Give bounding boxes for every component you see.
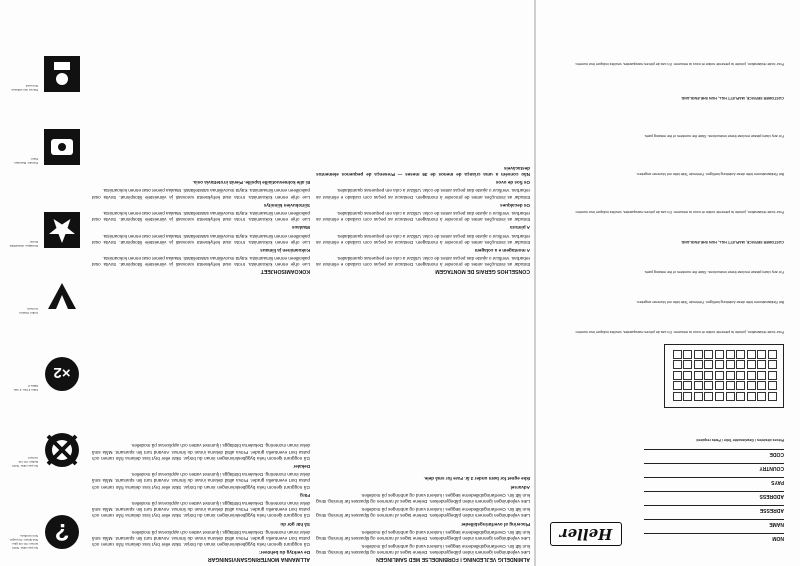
legend-item	[8, 506, 82, 556]
column-danish	[316, 282, 530, 562]
parts-grid-cell[interactable]	[757, 360, 766, 369]
fineprint-fr: Pour toute réclamation, joindre la présente notice et nous la retourner. En cas de pièces manquantes, veuillez indiquer leur numéro.	[574, 330, 784, 334]
parts-grid-cell[interactable]	[694, 350, 703, 359]
question-icon	[42, 512, 82, 552]
svg-text:?: ?	[54, 518, 70, 545]
parts-grid-cell[interactable]	[768, 371, 777, 380]
legend-item	[8, 348, 82, 398]
parts-grid-cell[interactable]	[704, 381, 713, 390]
legend-item	[8, 271, 82, 321]
legend-item	[8, 48, 82, 98]
parts-grid-cell[interactable]	[747, 371, 756, 380]
legend-label: Coller. Kleben. Cement.	[18, 307, 38, 315]
section-heading: ALMINDELIG VEJLEDNING I FORBINDELSE MED SAMLINGEN	[376, 556, 530, 562]
section-body: Læs vejledningen igennem inden påbegyndelsen. Delene tages af rammen og tilpasses før limning. Brug kun lidt lim. Overføringsbillederne lægges i lunkent vand og anbringes på modellen.	[316, 507, 530, 519]
parts-grid-cell[interactable]	[683, 360, 692, 369]
parts-grid-cell[interactable]	[726, 392, 735, 401]
parts-request-grid[interactable]	[664, 344, 784, 408]
legend-label: Décalque. Abziehbild. Decal.	[9, 240, 38, 248]
column-finnish	[92, 4, 310, 274]
parts-grid-cell[interactable]	[736, 350, 745, 359]
section-subhead: A montagem e a colagem	[474, 248, 530, 253]
parts-grid-cell[interactable]	[683, 371, 692, 380]
fold-divider	[534, 0, 536, 566]
warning-text: Ei alle kolmevuotiaille lapsille. Pieniä irrotettavia osia.	[192, 180, 310, 186]
parts-grid-cell[interactable]	[694, 371, 703, 380]
parts-grid-cell[interactable]	[715, 350, 724, 359]
parts-grid-cell[interactable]	[736, 381, 745, 390]
section-subhead: Kokoaminen ja liimaus	[260, 248, 310, 253]
section-body: Gå noggrant igenom hela byggbeskrivningen innan du börjar. Skär eller bryt loss delarna från ramen och putsa bort eventuella grader. Pröva alltid delarna innan du limmar. Använd tunt lim sparsamt. Måla små delar innan montering. Dekalerna blötläggs i ljummet vatten och appliceras på modellen.	[92, 500, 310, 519]
section-body: Læs vejledningen igennem inden påbegyndelsen. Delene tages af rammen og tilpasses før limning. Brug kun lidt lim. Overføringsbillederne lægges i lunkent vand og anbringes på modellen.	[316, 492, 530, 504]
icon-legend	[0, 0, 90, 566]
parts-label: Pièces désirées / Gewünschte Teile / Parts required	[696, 438, 784, 442]
section-subhead: Siirtokuvien kiinnitys	[263, 202, 310, 208]
form-field-address-en[interactable]: ADDRESS	[644, 491, 784, 502]
parts-grid-cell[interactable]	[726, 350, 735, 359]
parts-grid-cell[interactable]	[704, 392, 713, 401]
form-field-country[interactable]: PAYS	[644, 477, 784, 488]
section-body: Estudar as instruções antes de proceder à montagem. Destacar as peças com cuidado e eliminar as rebarbas. Verificar o ajuste das peças antes de colar. Utilizar a cola em pequenas quantidades.	[316, 188, 530, 200]
parts-grid-cell[interactable]	[768, 360, 777, 369]
section-body: Gå noggrant igenom hela byggbeskrivningen innan du börjar. Skär eller bryt loss delarna från ramen och putsa bort eventuella grader. Pröva alltid delarna innan du limmar. Använd tunt lim sparsamt. Måla små delar innan montering. Dekalerna blötläggs i ljummet vatten och appliceras på modellen.	[92, 472, 310, 490]
section-body: Lue ohje ennen kokoamista. Irrota osat kehyksestä varovasti ja viimeistele liitospinnat. Sovita osat paikoilleen ennen liimaamista. Käytä muoviliimaa säästeliäästi. Maalaa pienet osat ennen kokoamista.	[92, 188, 310, 200]
parts-grid-cell[interactable]	[673, 350, 682, 359]
legend-label: Pièces non utilisées. Not used.	[10, 84, 38, 92]
section-subhead: Dekaler	[293, 463, 310, 469]
section-subhead: Färg	[300, 492, 310, 498]
section-body: Lue ohje ennen kokoamista. Irrota osat kehyksestä varovasti ja viimeistele liitospinnat. Sovita osat paikoilleen ennen liimaamista. Käytä muoviliimaa säästeliäästi. Maalaa pienet osat ennen kokoamista.	[92, 256, 310, 268]
section-body: Estudar as instruções antes de proceder à montagem. Destacar as peças com cuidado e eliminar as rebarbas. Verificar o ajuste das peças antes de colar. Utilizar a cola em pequenas quantidades.	[316, 256, 530, 268]
section-body: Læs vejledningen igennem inden påbegyndelsen. Delene tages af rammen og tilpasses før limning. Brug kun lidt lim. Overføringsbillederne lægges i lunkent vand og anbringes på modellen.	[316, 544, 530, 556]
alt-parts-icon	[42, 54, 82, 94]
parts-grid-cell[interactable]	[768, 392, 777, 401]
section-heading: KOKOAMISOHJEET	[260, 268, 310, 274]
parts-grid-cell[interactable]	[683, 392, 692, 401]
parts-grid-cell[interactable]	[736, 360, 745, 369]
fineprint-fr: Pour toute réclamation, joindre la présente notice et nous la retourner. En cas de pièces manquantes, veuillez indiquer leur numéro.	[574, 62, 784, 66]
parts-grid-cell[interactable]	[715, 371, 724, 380]
section-heading: ALLMÄNNA MONTERINGSANVISNINGAR	[207, 556, 310, 562]
form-field-country-en[interactable]: COUNTRY	[644, 463, 784, 474]
parts-grid-cell[interactable]	[715, 360, 724, 369]
legend-item	[8, 204, 82, 254]
parts-grid-cell[interactable]	[726, 360, 735, 369]
parts-grid-cell[interactable]	[673, 371, 682, 380]
form-field-name-en[interactable]: NAME	[644, 519, 784, 530]
fineprint-en: For any claim please enclose these instructions. State the numbers of the missing parts.	[643, 270, 784, 274]
legend-label: Ne pas coller. Nicht leimen. Do not glue. Niet lijmen. No pegar. Non incollare.	[9, 534, 38, 550]
fineprint-de: Bei Reklamationen bitte diese Anleitung beifügen. Fehlende Teile bitte mit Nummer angeben.	[636, 300, 784, 304]
parts-grid-cell[interactable]	[747, 392, 756, 401]
section-body: Estudar as instruções antes de proceder à montagem. Destacar as peças com cuidado e eliminar as rebarbas. Verificar o ajuste das peças antes de colar. Utilizar a cola em pequenas quantidades.	[316, 210, 530, 223]
order-form	[537, 0, 800, 566]
parts-grid-cell[interactable]	[694, 392, 703, 401]
parts-grid-cell[interactable]	[704, 371, 713, 380]
section-body: Estudar as instruções antes de proceder à montagem. Destacar as peças com cuidado e eliminar as rebarbas. Verificar o ajuste das peças antes de colar. Utilizar a cola em pequenas quantidades.	[316, 233, 530, 245]
parts-grid-cell[interactable]	[768, 350, 777, 359]
parts-grid-cell[interactable]	[704, 350, 713, 359]
legend-label: Peindre. Bemalen. Paint.	[13, 157, 38, 165]
parts-grid-cell[interactable]	[747, 350, 756, 359]
svg-text:×2: ×2	[53, 364, 71, 381]
parts-grid-cell[interactable]	[694, 381, 703, 390]
form-field-code[interactable]: CODE	[644, 449, 784, 460]
parts-grid-cell[interactable]	[673, 381, 682, 390]
parts-grid-cell[interactable]	[757, 350, 766, 359]
legend-label: Faire 2 fois. 2 mal. Make 2.	[13, 384, 38, 392]
paint-icon	[42, 127, 82, 167]
parts-grid-cell[interactable]	[757, 381, 766, 390]
legend-item	[8, 121, 82, 171]
parts-grid-cell[interactable]	[757, 392, 766, 401]
parts-grid-cell[interactable]	[747, 381, 756, 390]
section-subhead: Placering af overføringsbilleder	[461, 521, 530, 527]
section-body: Gå noggrant igenom hela byggbeskrivningen innan du börjar. Skär eller bryt loss delarna från ramen och putsa bort eventuella grader. Pröva alltid delarna innan du limmar. Använd tunt lim sparsamt. Måla små delar innan montering. Dekalerna blötläggs i ljummet vatten och appliceras på modellen.	[92, 443, 310, 461]
parts-grid-cell[interactable]	[683, 381, 692, 390]
no-glue-icon	[42, 430, 82, 470]
section-subhead: Os decalques	[500, 202, 530, 208]
parts-grid-cell[interactable]	[736, 371, 745, 380]
parts-grid-cell[interactable]	[694, 360, 703, 369]
fineprint-address: CUSTOMER SERVICE, MAPLETT HILL, HUN SHE-ENGLAND.	[680, 240, 784, 244]
column-portuguese	[316, 4, 530, 274]
form-field-address[interactable]: ADRESSE	[644, 505, 784, 516]
section-body: Lue ohje ennen kokoamista. Irrota osat kehyksestä varovasti ja viimeistele liitospinnat. Sovita osat paikoilleen ennen liimaamista. Käytä muoviliimaa säästeliäästi. Maalaa pienet osat ennen kokoamista.	[92, 210, 310, 223]
glue-icon	[42, 277, 82, 317]
brand-logo: Heller	[550, 522, 622, 546]
fineprint-address: CUSTOMER SERVICE, MAPLETT HILL, HUN SHE-ENGLAND.	[680, 96, 784, 100]
parts-grid-cell[interactable]	[726, 371, 735, 380]
section-subhead: De verktyg du behöver:	[258, 550, 310, 556]
section-heading: CONSELHOS GERAIS DE MONTAGEM	[435, 268, 530, 274]
parts-grid-cell[interactable]	[726, 381, 735, 390]
column-swedish	[92, 282, 310, 562]
legend-label: Ne pas coller. Nicht kleben. Do not cement.	[12, 456, 38, 468]
section-subhead: Så här gör du	[280, 521, 310, 527]
parts-grid-cell[interactable]	[715, 381, 724, 390]
parts-grid-cell[interactable]	[704, 360, 713, 369]
section-body: Lue ohje ennen kokoamista. Irrota osat kehyksestä varovasti ja viimeistele liitospinnat. Sovita osat paikoilleen ennen liimaamista. Käytä muoviliimaa säästeliäästi. Maalaa pienet osat ennen kokoamista.	[92, 233, 310, 245]
parts-grid-cell[interactable]	[768, 381, 777, 390]
section-subhead: Os fios de ovos	[495, 180, 530, 186]
section-subhead: Maalaus	[291, 225, 310, 231]
warning-text: Ikke egnet for børn under 3 år. Fare for små dele.	[423, 476, 530, 482]
parts-grid-cell[interactable]	[747, 360, 756, 369]
section-subhead: A pintura	[510, 225, 530, 231]
parts-grid-cell[interactable]	[673, 360, 682, 369]
parts-grid-cell[interactable]	[715, 392, 724, 401]
parts-grid-cell[interactable]	[683, 350, 692, 359]
section-body: Gå noggrant igenom hela byggbeskrivningen innan du börjar. Skär eller bryt loss delarna från ramen och putsa bort eventuella grader. Pröva alltid delarna innan du limmar. Använd tunt lim sparsamt. Måla små delar innan montering. Dekalerna blötläggs i ljummet vatten och appliceras på modellen.	[92, 529, 310, 548]
parts-grid-cell[interactable]	[757, 371, 766, 380]
legend-item	[8, 424, 82, 474]
fineprint-de: Bei Reklamationen bitte diese Anleitung beifügen. Fehlende Teile bitte mit Nummer angeben.	[636, 172, 784, 176]
form-field-name[interactable]: NOM	[644, 533, 784, 544]
star-icon	[42, 210, 82, 250]
warning-text: Não convém a uma criança de menos de 36 meses — Presença de pequenos elementos destacáveis	[316, 165, 530, 177]
repeat-x2-icon	[42, 354, 82, 394]
fineprint-fr: Pour toute réclamation, joindre la présente notice et nous la retourner. En cas de pièces manquantes, veuillez indiquer leur numéro.	[574, 210, 784, 214]
section-subhead: Advarsel	[510, 484, 530, 490]
parts-grid-cell[interactable]	[673, 392, 682, 401]
fineprint-en: For any claim please enclose these instructions. State the numbers of the missing parts.	[643, 134, 784, 138]
parts-grid-cell[interactable]	[736, 392, 745, 401]
section-body: Læs vejledningen igennem inden påbegyndelsen. Delene tages af rammen og tilpasses før limning. Brug kun lidt lim. Overføringsbillederne lægges i lunkent vand og anbringes på modellen.	[316, 529, 530, 541]
